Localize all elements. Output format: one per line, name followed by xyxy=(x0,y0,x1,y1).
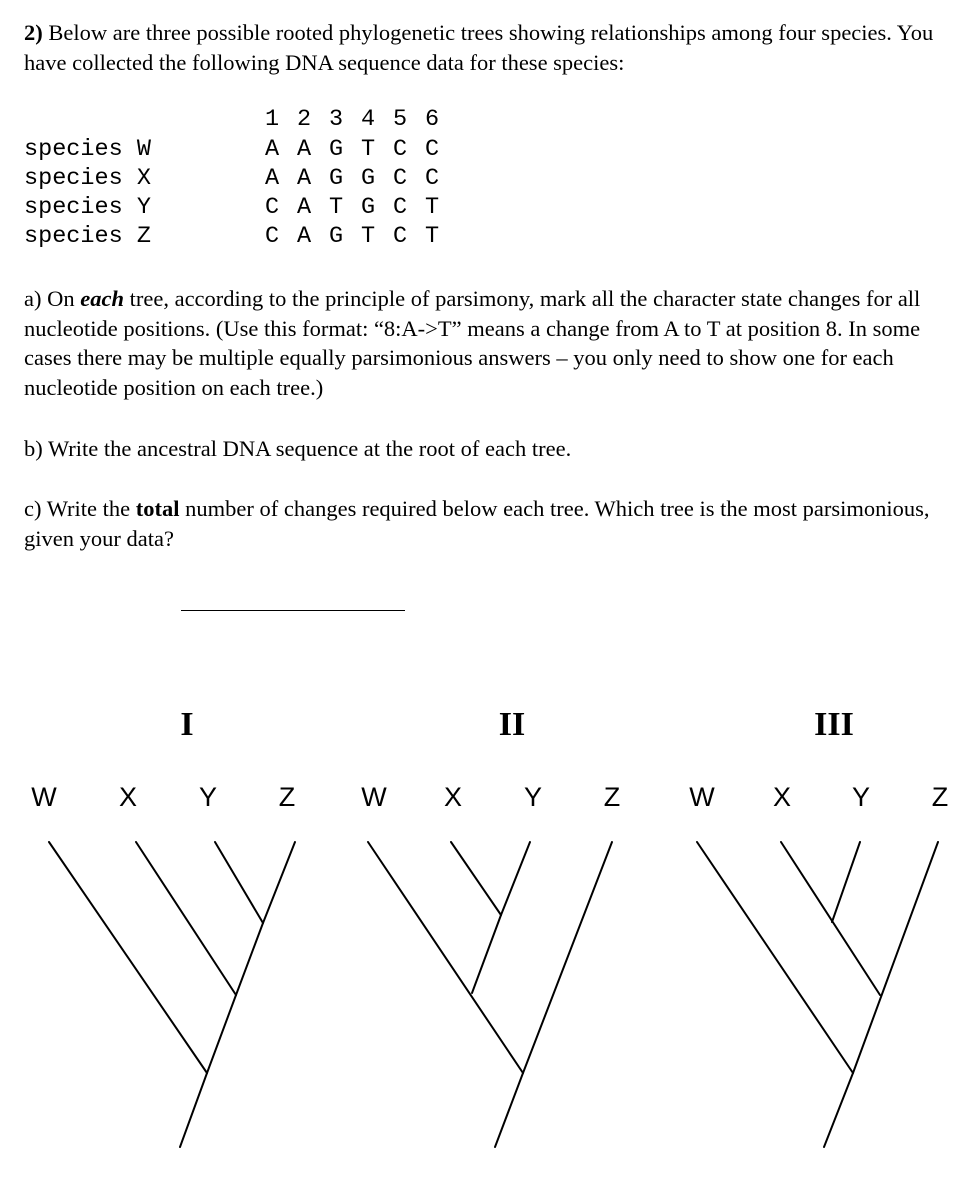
tree-i-root-branch xyxy=(180,1073,207,1147)
part-a-emphasis: each xyxy=(80,286,124,311)
part-b-label: b) xyxy=(24,436,43,461)
base-cell: A xyxy=(296,194,312,221)
tree-i-branch-x xyxy=(136,842,236,995)
part-a-text: On xyxy=(47,286,81,311)
base-cell: G xyxy=(360,165,376,192)
tree-ii-leaf-label: Z xyxy=(603,782,621,812)
part-c-label: c) xyxy=(24,496,42,521)
tree-iii-leaf-label: W xyxy=(689,782,715,812)
tree-ii-leaf-label: X xyxy=(443,782,462,812)
base-cell: C xyxy=(392,194,408,221)
species-label: species W xyxy=(24,136,151,163)
part-c-emphasis: total xyxy=(135,496,180,521)
base-cell: A xyxy=(296,136,312,163)
base-cell: C xyxy=(264,194,280,221)
base-cell: C xyxy=(392,165,408,192)
part-a-label: a) xyxy=(24,286,42,311)
position-header-cell: 1 xyxy=(264,106,280,133)
part-b-text: Write the ancestral DNA sequence at the root of each tree. xyxy=(47,436,572,461)
tree-i-leaf-label: Y xyxy=(198,782,217,812)
base-cell: T xyxy=(424,223,440,250)
base-cell: A xyxy=(296,165,312,192)
tree-i-leaf-label: W xyxy=(31,782,57,812)
tree-iii-leaf-label: X xyxy=(772,782,791,812)
base-cell: C xyxy=(424,165,440,192)
part-c-text: number of changes required below each tree. Which tree is the most parsimonious, given your data? xyxy=(24,496,930,551)
base-cell: G xyxy=(328,223,344,250)
tree-i-internal-branch xyxy=(207,995,236,1073)
tree-i-leaf-label: Z xyxy=(278,782,296,812)
tree-iii xyxy=(697,842,938,1147)
tree-ii-branch-x xyxy=(451,842,501,915)
base-cell: G xyxy=(360,194,376,221)
tree-iii-leaf-label: Z xyxy=(931,782,949,812)
base-cell: T xyxy=(360,136,376,163)
tree-i-internal-branch xyxy=(236,923,263,995)
base-cell: T xyxy=(424,194,440,221)
species-label: species Z xyxy=(24,223,151,250)
tree-i-branch-z xyxy=(263,842,295,923)
base-cell: C xyxy=(392,136,408,163)
tree-ii-internal-branch xyxy=(472,915,501,993)
tree-ii-root-branch xyxy=(495,1073,523,1147)
tree-i-leaf-label: X xyxy=(118,782,137,812)
base-cell: G xyxy=(328,136,344,163)
tree-iii-branch-x xyxy=(781,842,880,995)
base-cell: A xyxy=(264,165,280,192)
position-header-cell: 3 xyxy=(328,106,344,133)
base-cell: C xyxy=(424,136,440,163)
tree-iii-branch-y xyxy=(832,842,860,922)
tree-title-i: I xyxy=(180,706,194,743)
tree-ii-leaf-label: W xyxy=(361,782,387,812)
tree-title-ii: II xyxy=(498,706,526,743)
tree-ii-branch-z xyxy=(523,842,612,1073)
tree-ii-branch-y xyxy=(501,842,530,915)
base-cell: T xyxy=(328,194,344,221)
position-header-cell: 4 xyxy=(360,106,376,133)
tree-ii-branch-w xyxy=(368,842,523,1073)
base-cell: G xyxy=(328,165,344,192)
tree-iii-branch-w xyxy=(697,842,853,1073)
tree-iii-leaf-label: Y xyxy=(851,782,870,812)
base-cell: T xyxy=(360,223,376,250)
part-a-text: tree, according to the principle of parsimony, mark all the character state changes for all nucleotide positions. (Use this format: “8:A->T” means a change from A to T at position 8. In some cases there may be multiple equally parsimonious answers – you only need to show one for each nucleotide position on each tree.) xyxy=(24,286,921,400)
tree-title-iii: III xyxy=(814,706,854,743)
tree-ii xyxy=(368,842,612,1147)
position-header-cell: 6 xyxy=(424,106,440,133)
position-header-cell: 5 xyxy=(392,106,408,133)
question-intro-text: Below are three possible rooted phylogenetic trees showing relationships among four species. You have collected the following DNA sequence data for these species: xyxy=(24,20,934,75)
tree-i-branch-y xyxy=(215,842,263,923)
base-cell: A xyxy=(264,136,280,163)
base-cell: A xyxy=(296,223,312,250)
tree-iii-branch-z xyxy=(853,842,938,1073)
base-cell: C xyxy=(264,223,280,250)
question-number: 2) xyxy=(24,20,43,45)
position-header-cell: 2 xyxy=(296,106,312,133)
tree-ii-leaf-label: Y xyxy=(523,782,542,812)
species-label: species X xyxy=(24,165,151,192)
part-c-text: Write the xyxy=(46,496,136,521)
tree-iii-root-branch xyxy=(824,1073,853,1147)
tree-i-branch-w xyxy=(49,842,207,1073)
base-cell: C xyxy=(392,223,408,250)
species-label: species Y xyxy=(24,194,151,221)
tree-i xyxy=(49,842,295,1147)
